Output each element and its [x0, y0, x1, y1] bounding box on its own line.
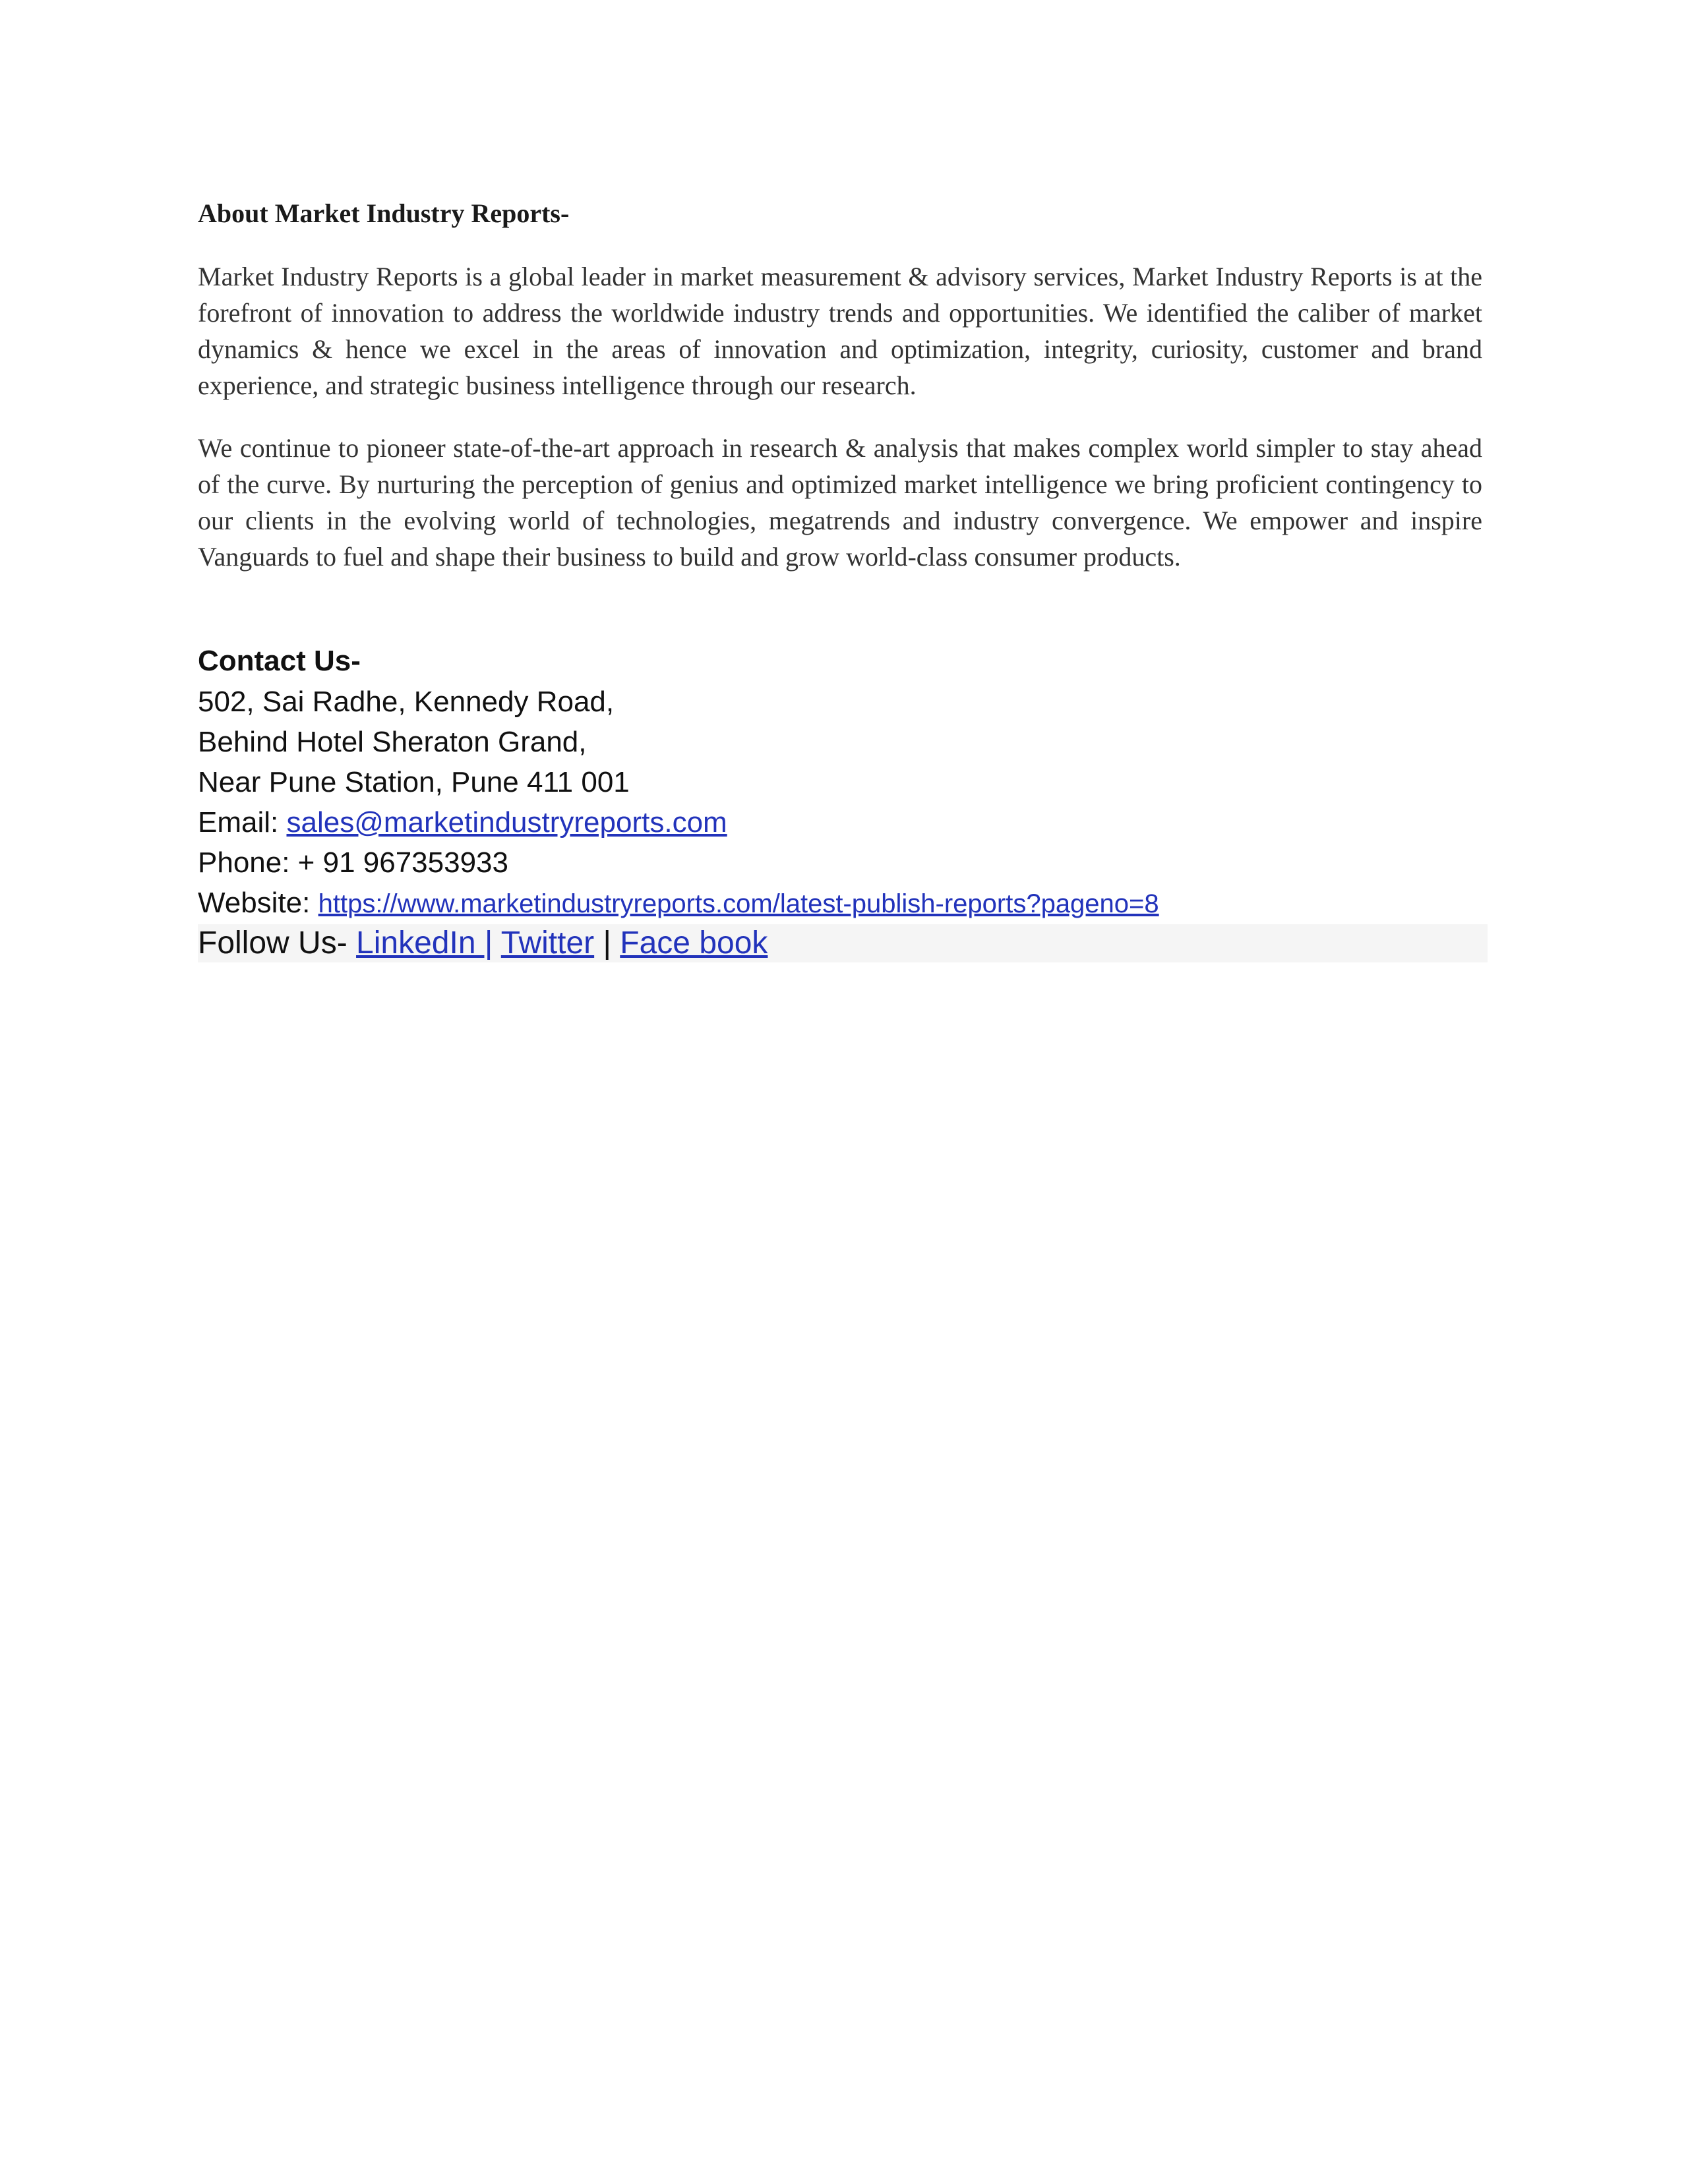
follow-separator-1	[493, 926, 500, 960]
page-content	[198, 195, 1482, 962]
facebook-link[interactable]: Face book	[620, 926, 768, 960]
address-line-3: Near Pune Station, Pune 411 001	[198, 766, 630, 798]
twitter-link[interactable]: Twitter	[500, 926, 595, 960]
website-link[interactable]: https://www.marketindustryreports.com/latest-publish-reports?pageno=8	[318, 889, 1159, 918]
address-line-1: 502, Sai Radhe, Kennedy Road,	[198, 686, 615, 718]
email-label: Email:	[198, 806, 287, 839]
linkedin-link[interactable]: LinkedIn |	[356, 926, 493, 960]
follow-us-label: Follow Us-	[198, 926, 357, 960]
about-paragraph-1: Market Industry Reports is a global leader in market measurement & advisory services, Market Industry Reports is at the forefront of innovation to address the worldwide industry trends and opportunities. We identified the caliber of market dynamics & hence we excel in the areas of innovation and optimization, integrity, curiosity, customer and brand experience, and strategic business intelligence through our research.	[198, 262, 1482, 400]
contact-heading: Contact Us-	[198, 645, 361, 677]
email-link[interactable]: sales@marketindustryreports.com	[286, 806, 727, 839]
about-heading: About Market Industry Reports-	[198, 198, 570, 228]
website-label: Website:	[198, 887, 318, 919]
follow-us-row	[198, 924, 1488, 962]
phone-row: Phone: + 91 967353933	[198, 846, 509, 879]
follow-separator-2: |	[594, 926, 620, 960]
email-row	[198, 802, 1482, 842]
about-paragraph-2: We continue to pioneer state-of-the-art approach in research & analysis that makes complex world simpler to stay ahead of the curve. By nurturing the perception of genius and optimized market intelligence we bring proficient contingency to our clients in the evolving world of technologies, megatrends and industry convergence. We empower and inspire Vanguards to fuel and shape their business to build and grow world-class consumer products.	[198, 433, 1482, 572]
contact-section	[198, 641, 1482, 924]
address-line-2: Behind Hotel Sheraton Grand,	[198, 726, 587, 758]
website-row	[198, 883, 1482, 924]
